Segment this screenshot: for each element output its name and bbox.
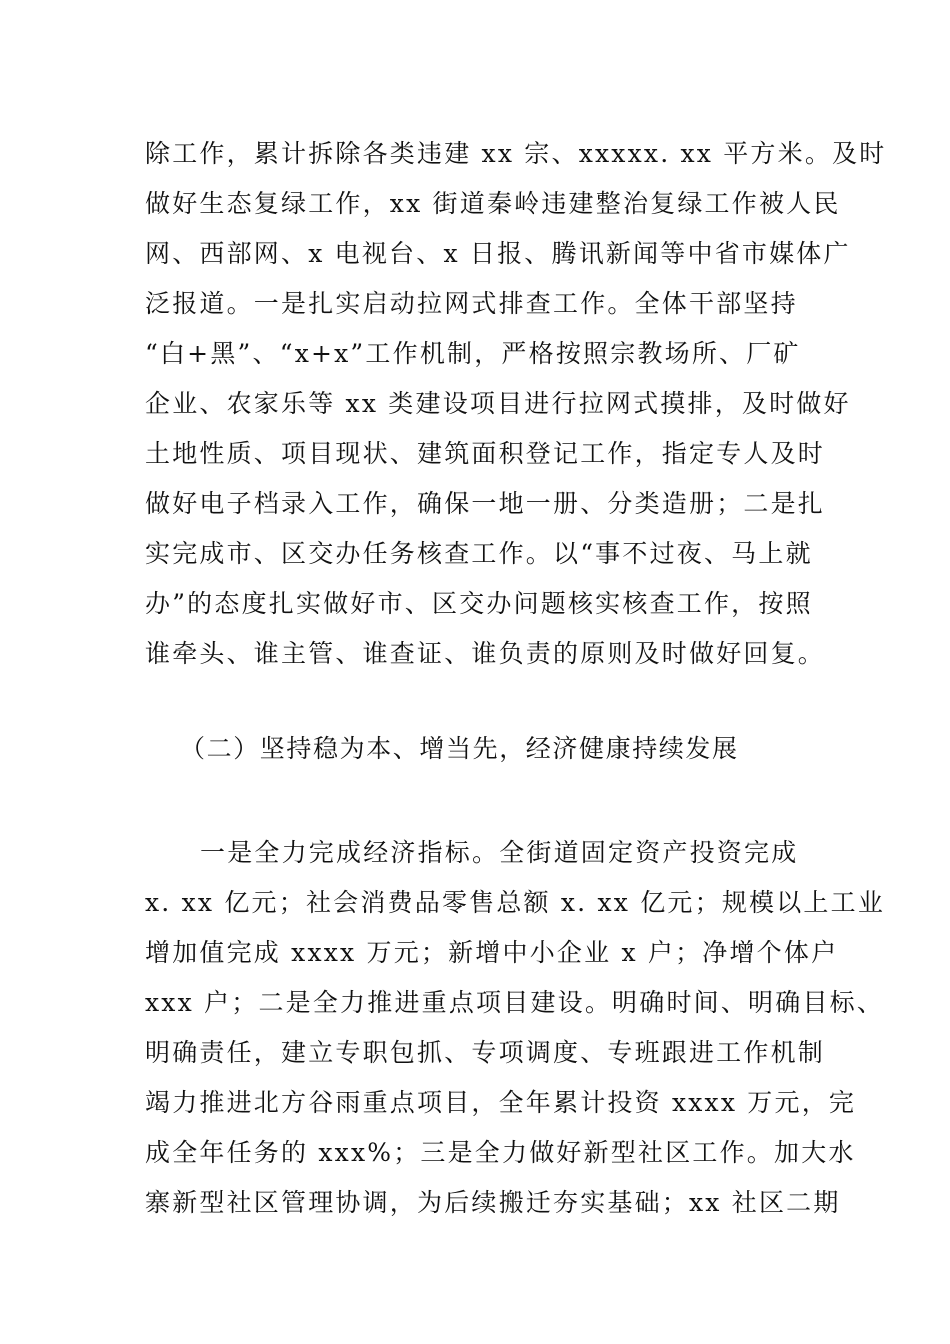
paragraph-2-line-4: xxx 户；二是全力推进重点项目建设。明确时间、明确目标、 <box>145 988 885 1017</box>
paragraph-2-line-3: 增加值完成 xxxx 万元；新增中小企业 x 户；净增个体户 <box>145 938 839 967</box>
paragraph-1-line-3: 网、西部网、x 电视台、x 日报、腾讯新闻等中省市媒体广 <box>145 239 851 268</box>
paragraph-1-line-10: 办”的态度扎实做好市、区交办问题核实核查工作，按照 <box>145 589 813 618</box>
section-heading: （二）坚持稳为本、增当先，经济健康持续发展 <box>180 734 739 763</box>
paragraph-2-line-2: x. xx 亿元；社会消费品零售总额 x. xx 亿元；规模以上工业 <box>145 888 886 917</box>
paragraph-2-line-7: 成全年任务的 xxx%；三是全力做好新型社区工作。加大水 <box>145 1138 856 1167</box>
paragraph-1-line-2: 做好生态复绿工作，xx 街道秦岭违建整治复绿工作被人民 <box>145 189 841 218</box>
paragraph-2-line-1: 一是全力完成经济指标。全街道固定资产投资完成 <box>200 838 799 867</box>
paragraph-2-line-5: 明确责任，建立专职包抓、专项调度、专班跟进工作机制 <box>145 1038 826 1067</box>
paragraph-1-line-11: 谁牵头、谁主管、谁查证、谁负责的原则及时做好回复。 <box>145 639 826 668</box>
paragraph-2-line-8: 寨新型社区管理协调，为后续搬迁夯实基础；xx 社区二期 <box>145 1188 841 1217</box>
paragraph-1-line-8: 做好电子档录入工作，确保一地一册、分类造册；二是扎 <box>145 489 826 518</box>
paragraph-1-line-4: 泛报道。一是扎实启动拉网式排查工作。全体干部坚持 <box>145 289 798 318</box>
paragraph-2-line-6: 竭力推进北方谷雨重点项目，全年累计投资 xxxx 万元，完 <box>145 1088 857 1117</box>
paragraph-1-line-9: 实完成市、区交办任务核查工作。以“事不过夜、马上就 <box>145 539 813 568</box>
paragraph-1-line-1: 除工作，累计拆除各类违建 xx 宗、xxxxx. xx 平方米。及时 <box>145 139 887 168</box>
paragraph-1-line-7: 土地性质、项目现状、建筑面积登记工作，指定专人及时 <box>145 439 826 468</box>
paragraph-1-line-5: “白+黑”、“x+x”工作机制，严格按照宗教场所、厂矿 <box>145 339 801 368</box>
paragraph-1-line-6: 企业、农家乐等 xx 类建设项目进行拉网式摸排，及时做好 <box>145 389 851 418</box>
